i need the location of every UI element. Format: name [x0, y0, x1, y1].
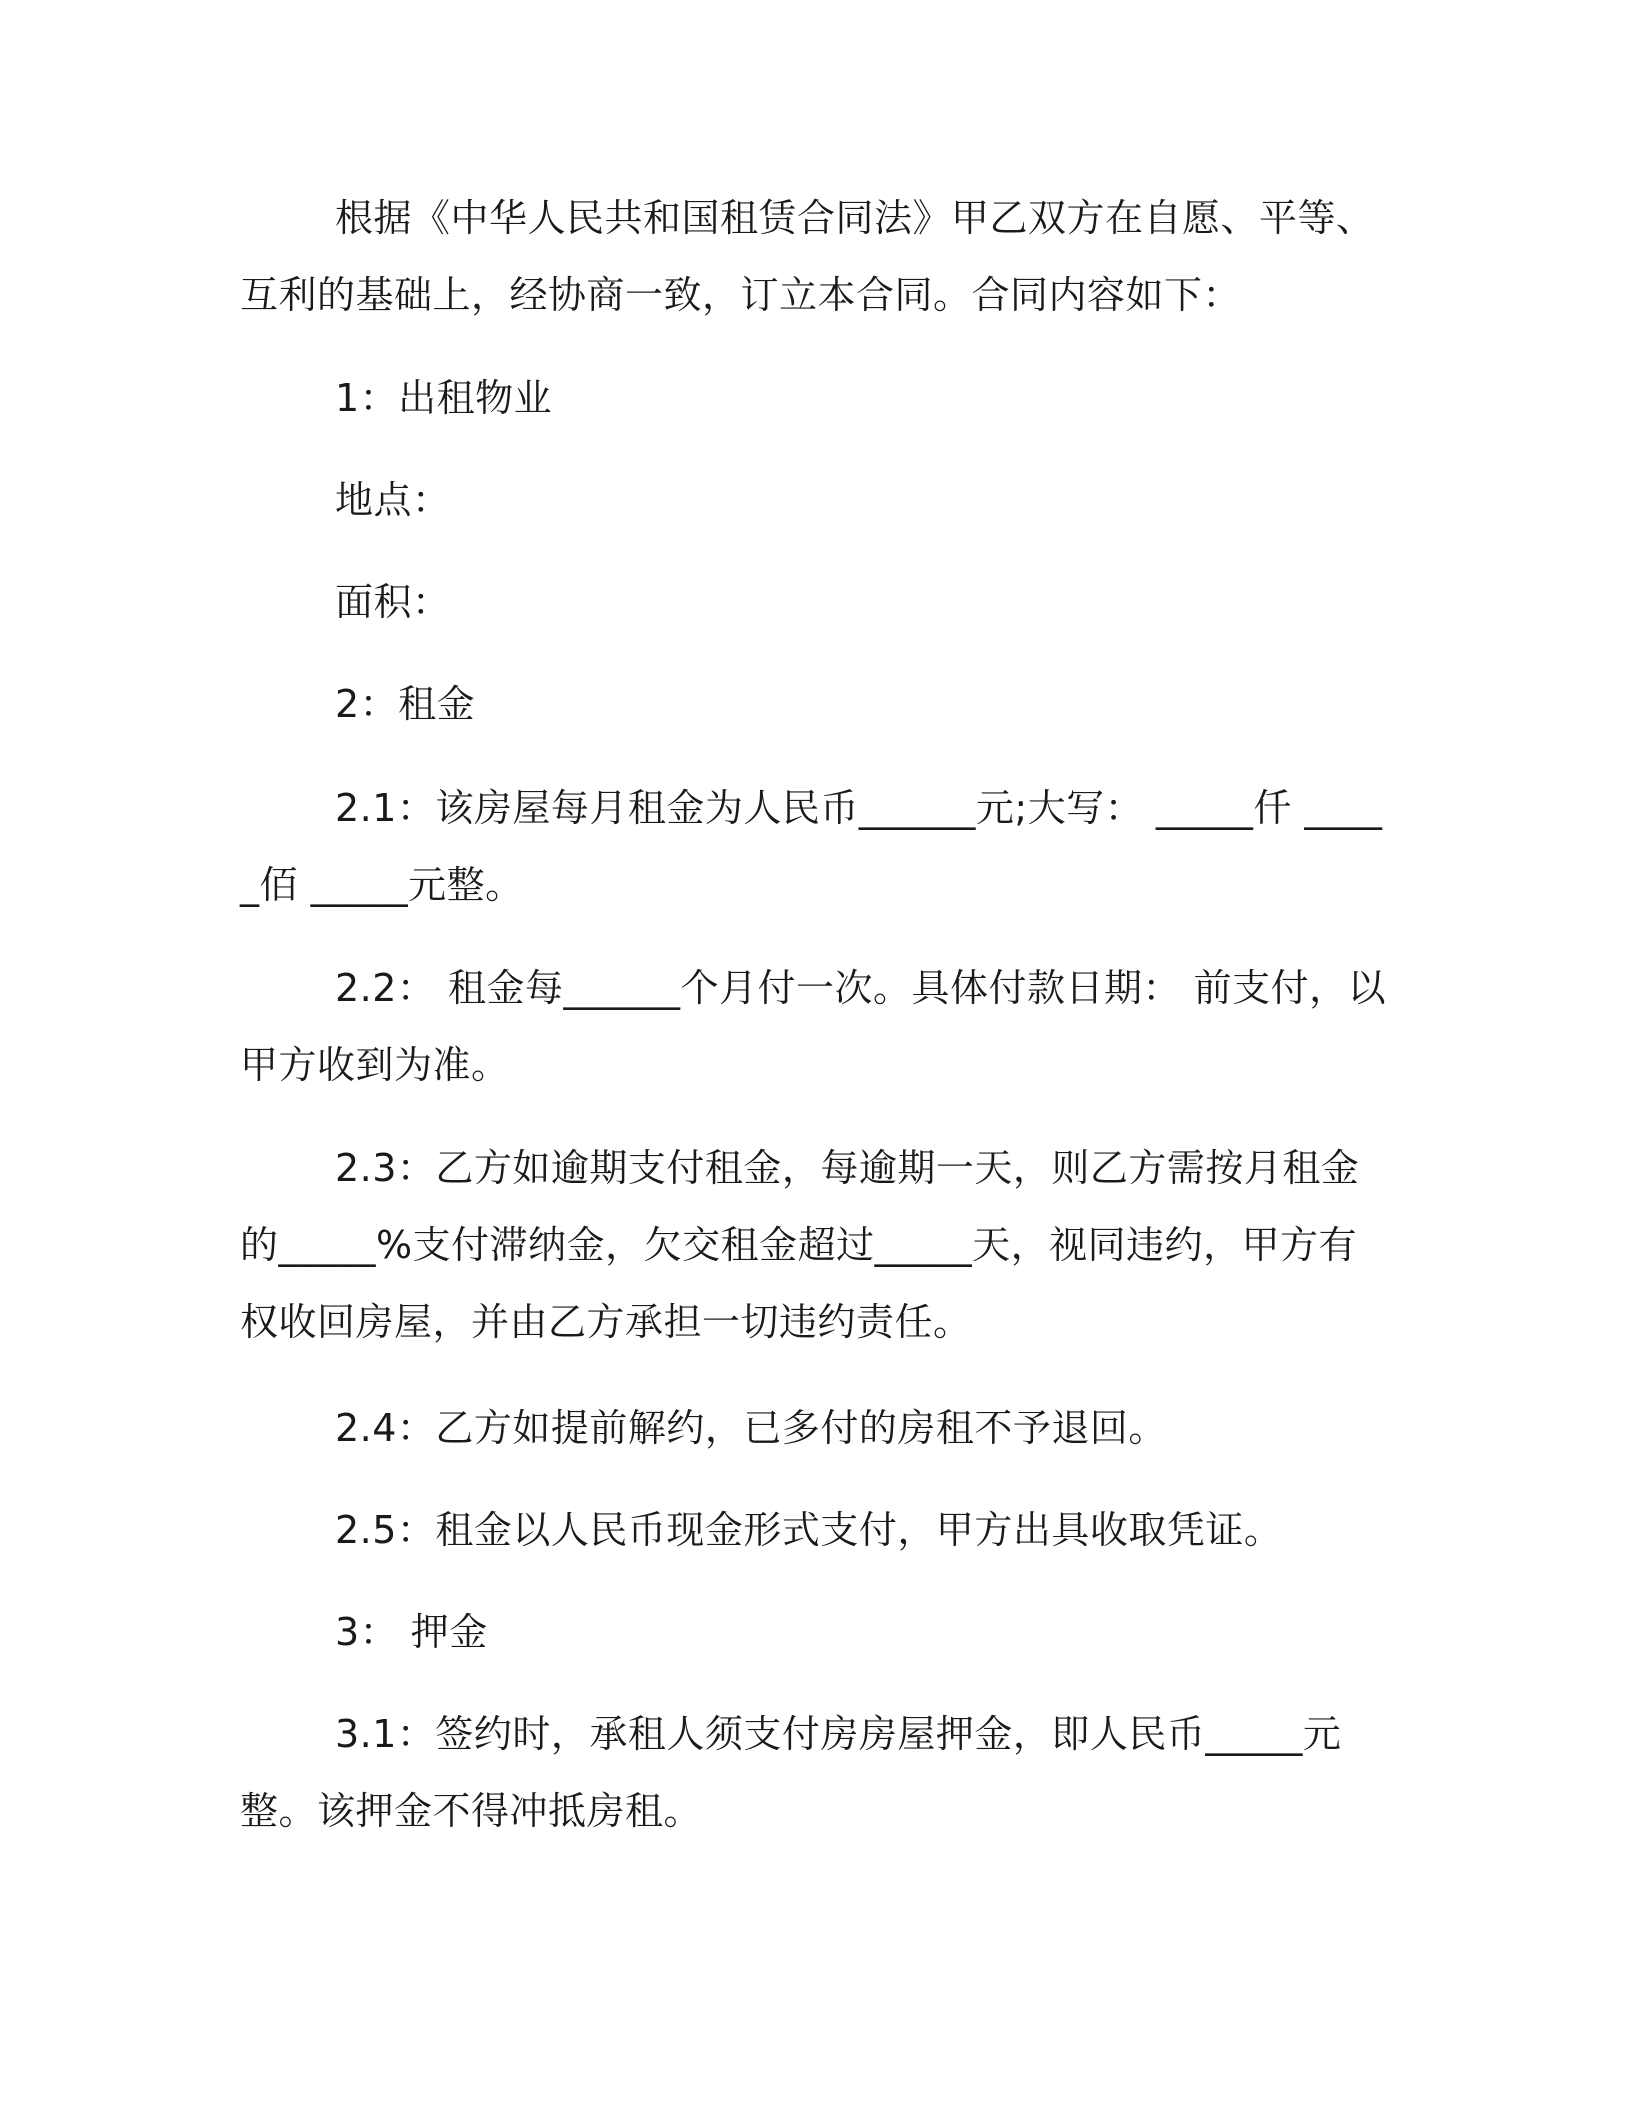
clause-2-3: 2.3：乙方如逾期支付租金，每逾期一天，则乙方需按月租金的_____%支付滞纳金，欠交租金超过_____天，视同违约，甲方有权收回房屋，并由乙方承担一切违约责任。: [240, 1146, 1360, 1344]
section-3-heading: 3： 押金: [335, 1610, 488, 1654]
section-1-heading: 1：出租物业: [335, 376, 553, 420]
clause-3-1: 3.1：签约时，承租人须支付房房屋押金，即人民币_____元整。该押金不得冲抵房租。: [240, 1712, 1342, 1833]
clause-2-1: 2.1：该房屋每月租金为人民币______元;大写： _____仟 _____佰 _____元整。: [240, 786, 1383, 907]
clause-2-5: 2.5：租金以人民币现金形式支付，甲方出具收取凭证。: [335, 1508, 1283, 1552]
location-field: 地点：: [335, 478, 451, 522]
clause-2-2: 2.2： 租金每______个月付一次。具体付款日期： 前支付，以甲方收到为准。: [240, 966, 1387, 1087]
intro-paragraph: 根据《中华人民共和国租赁合同法》甲乙双方在自愿、平等、互利的基础上，经协商一致，订立本合同。合同内容如下：: [240, 196, 1375, 317]
area-field: 面积：: [335, 580, 451, 624]
section-2-heading: 2：租金: [335, 682, 476, 726]
clause-2-4: 2.4：乙方如提前解约，已多付的房租不予退回。: [335, 1406, 1167, 1450]
